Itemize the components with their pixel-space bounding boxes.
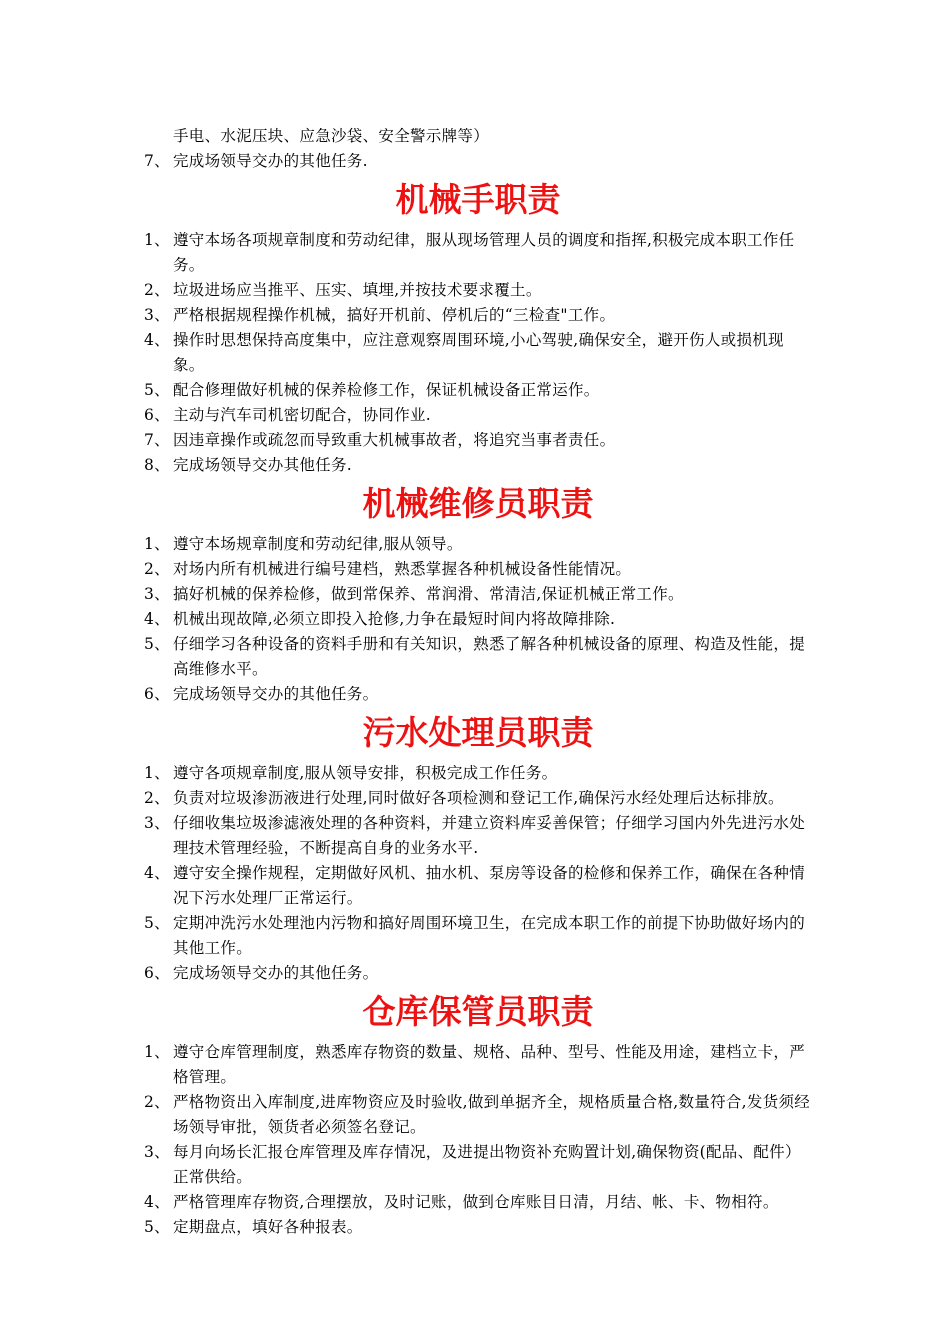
list-item <box>144 557 812 582</box>
item-text: 完成场领导交办其他任务. <box>173 456 353 474</box>
item-number: 1、 <box>144 1043 170 1061</box>
item-text: 遵守安全操作规程，定期做好风机、抽水机、泵房等设备的检修和保养工作，确保在各种情况下污水处理厂正常运行。 <box>173 864 806 907</box>
item-text: 定期冲洗污水处理池内污物和搞好周围环境卫生，在完成本职工作的前提下协助做好场内的其他工作。 <box>173 914 806 957</box>
item-number: 3、 <box>144 306 170 324</box>
item-number: 4、 <box>144 1193 170 1211</box>
list-item <box>144 428 812 453</box>
section-title-machine-operator: 机械手职责 <box>395 180 561 219</box>
item-text: 完成场领导交办的其他任务. <box>173 152 368 170</box>
item-number: 4、 <box>144 331 170 349</box>
item-text: 负责对垃圾渗沥液进行处理,同时做好各项检测和登记工作,确保污水经处理后达标排放。 <box>173 789 784 807</box>
item-text: 严格管理库存物资,合理摆放，及时记账，做到仓库账目日清，月结、帐、卡、物相符。 <box>173 1193 779 1211</box>
item-number: 3、 <box>144 814 170 832</box>
item-text: 严格根据规程操作机械，搞好开机前、停机后的“三检查"工作。 <box>173 306 616 324</box>
item-number: 5、 <box>144 914 170 932</box>
list-item <box>144 1190 812 1215</box>
list-item <box>144 1090 812 1140</box>
item-number: 7、 <box>144 152 170 170</box>
item-text: 搞好机械的保养检修，做到常保养、常润滑、常清洁,保证机械正常工作。 <box>173 585 684 603</box>
item-number: 1、 <box>144 535 170 553</box>
item-text: 遵守各项规章制度,服从领导安排，积极完成工作任务。 <box>173 764 558 782</box>
item-number: 6、 <box>144 685 170 703</box>
item-text: 每月向场长汇报仓库管理及库存情况，及进提出物资补充购置计划,确保物资(配品、配件）正常供给。 <box>173 1143 801 1186</box>
item-text: 遵守仓库管理制度，熟悉库存物资的数量、规格、品种、型号、性能及用途，建档立卡，严格管理。 <box>173 1043 806 1086</box>
list-item <box>144 403 812 428</box>
item-text: 主动与汽车司机密切配合，协同作业. <box>173 406 432 424</box>
list-item <box>144 682 812 707</box>
item-number: 6、 <box>144 406 170 424</box>
item-text: 垃圾进场应当推平、压实、填埋,并按技术要求覆土。 <box>173 281 542 299</box>
item-text: 操作时思想保持高度集中，应注意观察周围环境,小心驾驶,确保安全，避开伤人或损机现象。 <box>173 331 784 374</box>
list-item <box>144 632 812 682</box>
item-number: 1、 <box>144 231 170 249</box>
item-text: 因违章操作或疏忽而导致重大机械事故者，将追究当事者责任。 <box>173 431 616 449</box>
item-text: 严格物资出入库制度,进库物资应及时验收,做到单据齐全，规格质量合格,数量符合,发货须经场领导审批，领货者必须签名登记。 <box>173 1093 811 1136</box>
list-item <box>144 278 812 303</box>
item-number: 4、 <box>144 864 170 882</box>
list-item <box>144 582 812 607</box>
section-title-warehouse-keeper: 仓库保管员职责 <box>362 992 594 1031</box>
section-title-machine-repairer: 机械维修员职责 <box>362 484 594 523</box>
list-item <box>144 811 812 861</box>
list-item <box>144 1215 812 1240</box>
item-number: 6、 <box>144 964 170 982</box>
list-item <box>144 453 812 478</box>
list-item <box>144 303 812 328</box>
list-item <box>144 228 812 278</box>
item-text: 遵守本场各项规章制度和劳动纪律，服从现场管理人员的调度和指挥,积极完成本职工作任务。 <box>173 231 795 274</box>
document-content <box>144 124 812 1240</box>
section-title-wastewater-operator: 污水处理员职责 <box>362 713 594 752</box>
item-text: 配合修理做好机械的保养检修工作，保证机械设备正常运作。 <box>173 381 600 399</box>
item-text: 仔细收集垃圾渗滤液处理的各种资料，并建立资料库妥善保管；仔细学习国内外先进污水处理技术管理经验，不断提高自身的业务水平. <box>173 814 806 857</box>
item-text: 定期盘点，填好各种报表。 <box>173 1218 363 1236</box>
item-number: 3、 <box>144 585 170 603</box>
list-item <box>144 1140 812 1190</box>
item-number: 3、 <box>144 1143 170 1161</box>
list-item <box>144 328 812 378</box>
item-text: 完成场领导交办的其他任务。 <box>173 685 379 703</box>
list-item <box>144 911 812 961</box>
item-number: 4、 <box>144 610 170 628</box>
item-number: 5、 <box>144 381 170 399</box>
list-item <box>144 861 812 911</box>
item-number: 2、 <box>144 1093 170 1111</box>
item-number: 1、 <box>144 764 170 782</box>
item-text: 完成场领导交办的其他任务。 <box>173 964 379 982</box>
list-item <box>144 761 812 786</box>
list-item <box>144 1040 812 1090</box>
item-text: 仔细学习各种设备的资料手册和有关知识，熟悉了解各种机械设备的原理、构造及性能，提高维修水平。 <box>173 635 806 678</box>
list-item <box>144 786 812 811</box>
item-number: 5、 <box>144 635 170 653</box>
list-item <box>144 532 812 557</box>
list-item <box>144 607 812 632</box>
list-item <box>144 378 812 403</box>
item-number: 2、 <box>144 281 170 299</box>
item-text: 对场内所有机械进行编号建档，熟悉掌握各种机械设备性能情况。 <box>173 560 632 578</box>
intro-continuation: 手电、水泥压块、应急沙袋、安全警示牌等） <box>173 127 490 145</box>
item-number: 8、 <box>144 456 170 474</box>
item-number: 5、 <box>144 1218 170 1236</box>
item-number: 2、 <box>144 789 170 807</box>
intro-list-item <box>144 149 812 174</box>
item-number: 2、 <box>144 560 170 578</box>
list-item <box>144 961 812 986</box>
item-number: 7、 <box>144 431 170 449</box>
item-text: 遵守本场规章制度和劳动纪律,服从领导。 <box>173 535 463 553</box>
item-text: 机械出现故障,必须立即投入抢修,力争在最短时间内将故障排除. <box>173 610 616 628</box>
